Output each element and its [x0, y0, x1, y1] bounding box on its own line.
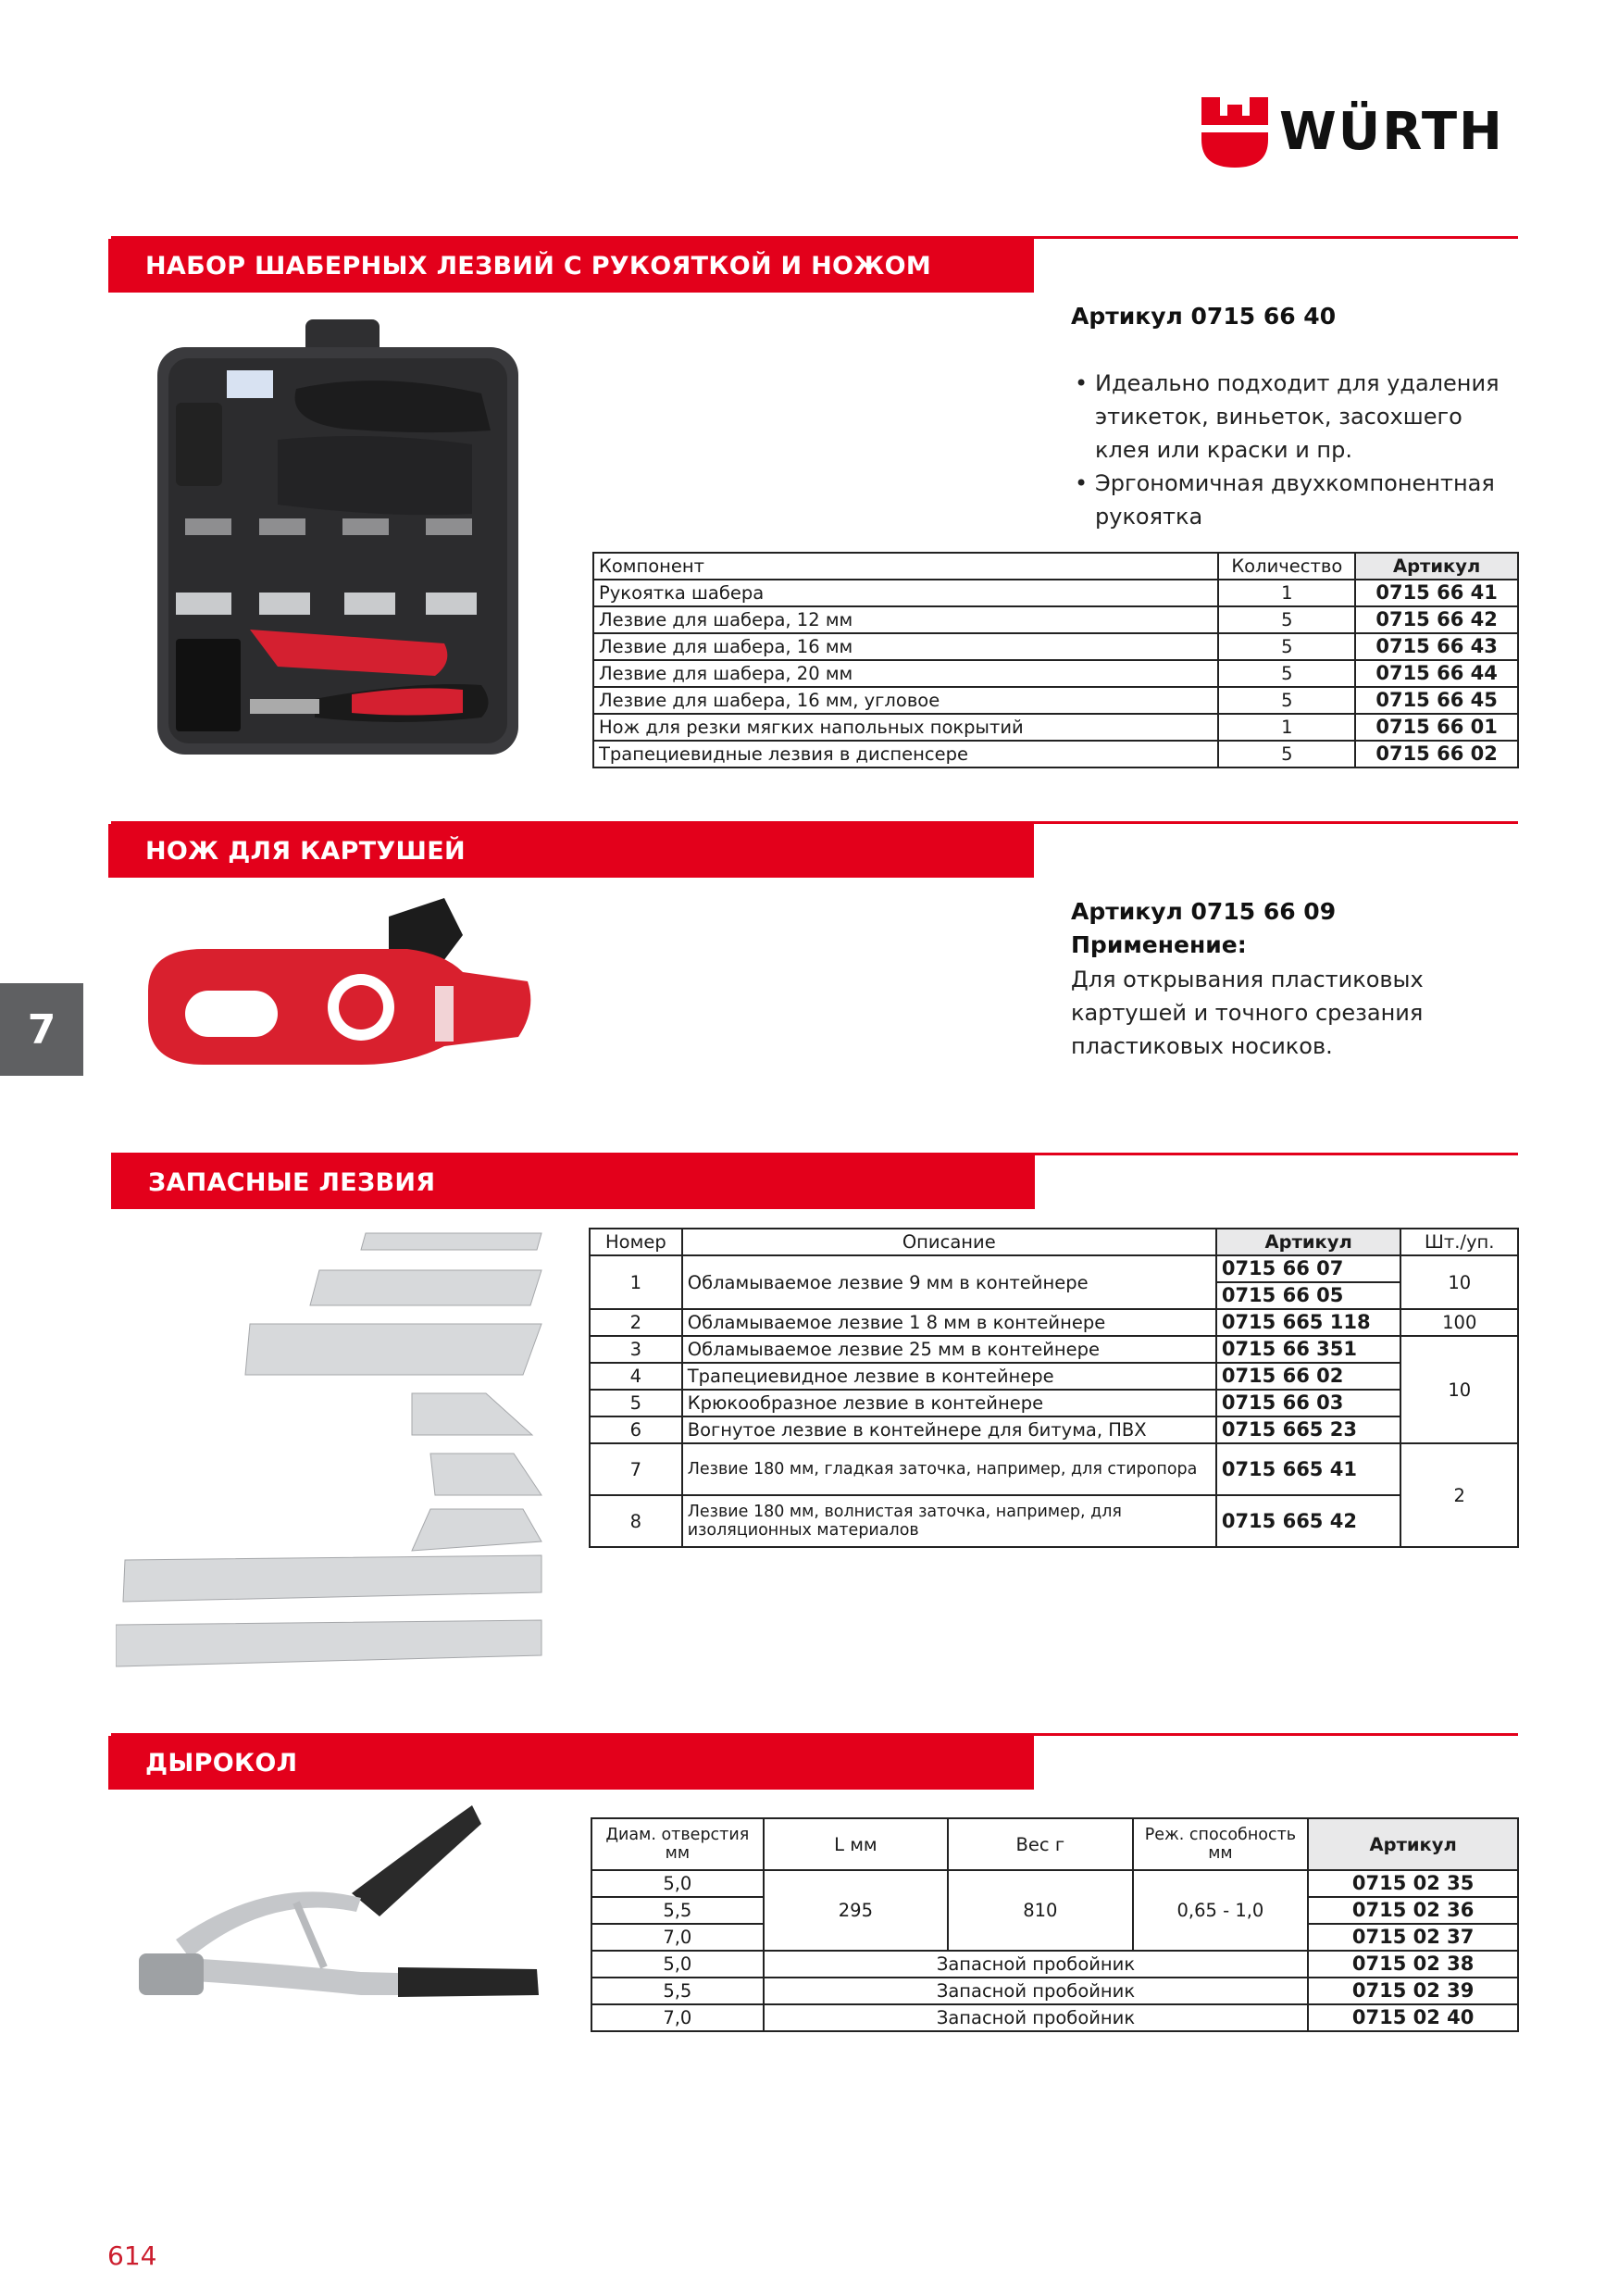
table-cell: 10	[1400, 1255, 1518, 1309]
table-row	[590, 1390, 1518, 1416]
wurth-logo-mark-icon	[1201, 97, 1268, 168]
table-cell: 0715 66 43	[1355, 633, 1518, 660]
table-cell: 0715 66 41	[1355, 580, 1518, 606]
table-header-row	[593, 553, 1518, 580]
table-cell: 5,0	[591, 1870, 764, 1897]
application-label: Применение:	[1071, 931, 1247, 958]
table-row	[590, 1309, 1518, 1336]
table-cell: 5,5	[591, 1897, 764, 1924]
wurth-logo	[1201, 97, 1518, 168]
table-cell: 1	[1218, 714, 1355, 741]
table-cell: 7,0	[591, 2004, 764, 2031]
column-header: Количество	[1218, 553, 1355, 580]
table-cell: Обламываемое лезвие 25 мм в контейнере	[682, 1336, 1216, 1363]
table-row	[590, 1495, 1518, 1547]
cartridge-knife-image	[130, 898, 555, 1083]
application-text: Для открывания пластиковых картушей и точного срезания пластиковых носиков.	[1071, 967, 1424, 1059]
table-cell: Обламываемое лезвие 1 8 мм в контейнере	[682, 1309, 1216, 1336]
table-row	[590, 1255, 1518, 1282]
feature-item: • Идеально подходит для удаления этикеток, виньеток, засохшего клея или краски и пр.	[1071, 367, 1515, 467]
hole-punch-table	[591, 1817, 1519, 2032]
table-cell: 0715 02 37	[1308, 1924, 1518, 1951]
table-cell: Запасной пробойник	[764, 1951, 1309, 1978]
table-cell: 4	[590, 1363, 682, 1390]
table-cell: 7,0	[591, 1924, 764, 1951]
table-cell: 0715 665 42	[1216, 1495, 1401, 1547]
article-number-cartridge-knife: Артикул 0715 66 09	[1071, 898, 1337, 925]
column-header: Описание	[682, 1229, 1216, 1255]
table-cell: Лезвие для шабера, 20 мм	[593, 660, 1218, 687]
table-row	[593, 741, 1518, 767]
table-cell: 5	[1218, 660, 1355, 687]
table-cell: Лезвие для шабера, 12 мм	[593, 606, 1218, 633]
table-header-row	[590, 1229, 1518, 1255]
table-cell: 0715 02 35	[1308, 1870, 1518, 1897]
table-cell: 0715 66 01	[1355, 714, 1518, 741]
table-row	[593, 687, 1518, 714]
table-row	[593, 633, 1518, 660]
table-row	[593, 606, 1518, 633]
table-cell: 0715 02 39	[1308, 1978, 1518, 2004]
table-cell: 5	[1218, 741, 1355, 767]
table-row	[593, 714, 1518, 741]
table-cell: Запасной пробойник	[764, 1978, 1309, 2004]
hole-punch-pliers-image	[120, 1801, 555, 2046]
table-cell: Крюкообразное лезвие в контейнере	[682, 1390, 1216, 1416]
section-title-hole-punch: ДЫРОКОЛ	[108, 1736, 1034, 1790]
table-cell: 0715 66 05	[1216, 1282, 1401, 1309]
article-number-scraper-set: Артикул 0715 66 40	[1071, 303, 1337, 330]
column-header: L мм	[764, 1818, 948, 1870]
table-cell: 5	[1218, 687, 1355, 714]
scraper-set-components-table	[592, 552, 1519, 768]
section-title-cartridge-knife: НОЖ ДЛЯ КАРТУШЕЙ	[108, 824, 1034, 878]
table-cell: 0715 02 38	[1308, 1951, 1518, 1978]
column-header: Компонент	[593, 553, 1218, 580]
table-cell: 1	[590, 1255, 682, 1309]
chapter-tab: 7	[0, 983, 83, 1076]
column-header: Реж. способность мм	[1133, 1818, 1309, 1870]
table-cell: 295	[764, 1870, 948, 1951]
table-row	[590, 1416, 1518, 1443]
table-cell: Трапециевидное лезвие в контейнере	[682, 1363, 1216, 1390]
table-cell: Лезвие 180 мм, волнистая заточка, например, для изоляционных материалов	[682, 1495, 1216, 1547]
scraper-set-case-image	[139, 319, 528, 764]
table-cell: Обламываемое лезвие 9 мм в контейнере	[682, 1255, 1216, 1309]
table-cell: 0715 66 351	[1216, 1336, 1401, 1363]
table-cell: 0715 66 03	[1216, 1390, 1401, 1416]
table-row	[591, 1870, 1518, 1897]
column-header: Артикул	[1216, 1229, 1401, 1255]
table-cell: 0715 02 40	[1308, 2004, 1518, 2031]
column-header: Номер	[590, 1229, 682, 1255]
table-row	[591, 1951, 1518, 1978]
table-cell: 3	[590, 1336, 682, 1363]
wurth-logo-text: WÜRTH	[1279, 102, 1504, 162]
table-cell: Запасной пробойник	[764, 2004, 1309, 2031]
column-header: Диам. отверстия мм	[591, 1818, 764, 1870]
table-row	[593, 580, 1518, 606]
table-cell: Рукоятка шабера	[593, 580, 1218, 606]
column-header: Артикул	[1308, 1818, 1518, 1870]
table-cell: 0715 66 02	[1355, 741, 1518, 767]
table-cell: 5,0	[591, 1951, 764, 1978]
table-cell: 0715 66 42	[1355, 606, 1518, 633]
table-cell: 2	[1400, 1443, 1518, 1547]
spare-blades-table	[589, 1228, 1519, 1548]
section-title-scraper-set: НАБОР ШАБЕРНЫХ ЛЕЗВИЙ С РУКОЯТКОЙ И НОЖОМ	[108, 239, 1034, 293]
feature-item: • Эргономичная двухкомпонентная рукоятка	[1071, 467, 1515, 533]
table-cell: 0715 66 45	[1355, 687, 1518, 714]
table-cell: 100	[1400, 1309, 1518, 1336]
table-cell: 0715 665 41	[1216, 1443, 1401, 1495]
column-header: Артикул	[1355, 553, 1518, 580]
column-header: Шт./уп.	[1400, 1229, 1518, 1255]
table-cell: 810	[948, 1870, 1132, 1951]
table-cell: 6	[590, 1416, 682, 1443]
table-cell: Вогнутое лезвие в контейнере для битума, ПВХ	[682, 1416, 1216, 1443]
column-header: Вес г	[948, 1818, 1132, 1870]
table-cell: 5,5	[591, 1978, 764, 2004]
table-cell: 1	[1218, 580, 1355, 606]
table-row	[593, 660, 1518, 687]
table-cell: 0715 665 118	[1216, 1309, 1401, 1336]
table-cell: 5	[590, 1390, 682, 1416]
table-cell: 0715 02 36	[1308, 1897, 1518, 1924]
table-cell: 7	[590, 1443, 682, 1495]
table-cell: Трапециевидные лезвия в диспенсере	[593, 741, 1218, 767]
table-cell: 5	[1218, 606, 1355, 633]
table-cell: Лезвие для шабера, 16 мм, угловое	[593, 687, 1218, 714]
table-row	[590, 1336, 1518, 1363]
spare-blades-image	[116, 1222, 555, 1676]
table-cell: Нож для резки мягких напольных покрытий	[593, 714, 1218, 741]
table-cell: 0715 66 07	[1216, 1255, 1401, 1282]
table-row	[590, 1363, 1518, 1390]
table-cell: 0,65 - 1,0	[1133, 1870, 1309, 1951]
table-row	[591, 1978, 1518, 2004]
table-cell: 0715 66 44	[1355, 660, 1518, 687]
table-cell: 0715 66 02	[1216, 1363, 1401, 1390]
table-cell: 10	[1400, 1336, 1518, 1443]
table-cell: 0715 665 23	[1216, 1416, 1401, 1443]
table-cell: Лезвие для шабера, 16 мм	[593, 633, 1218, 660]
table-row	[590, 1443, 1518, 1495]
table-cell: 2	[590, 1309, 682, 1336]
table-cell: 5	[1218, 633, 1355, 660]
table-cell: 8	[590, 1495, 682, 1547]
feature-list	[1071, 367, 1515, 533]
table-header-row	[591, 1818, 1518, 1870]
table-cell: Лезвие 180 мм, гладкая заточка, например, для стиропора	[682, 1443, 1216, 1495]
table-row	[591, 2004, 1518, 2031]
page-number: 614	[107, 2240, 157, 2271]
section-title-spare-blades: ЗАПАСНЫЕ ЛЕЗВИЯ	[111, 1155, 1035, 1209]
